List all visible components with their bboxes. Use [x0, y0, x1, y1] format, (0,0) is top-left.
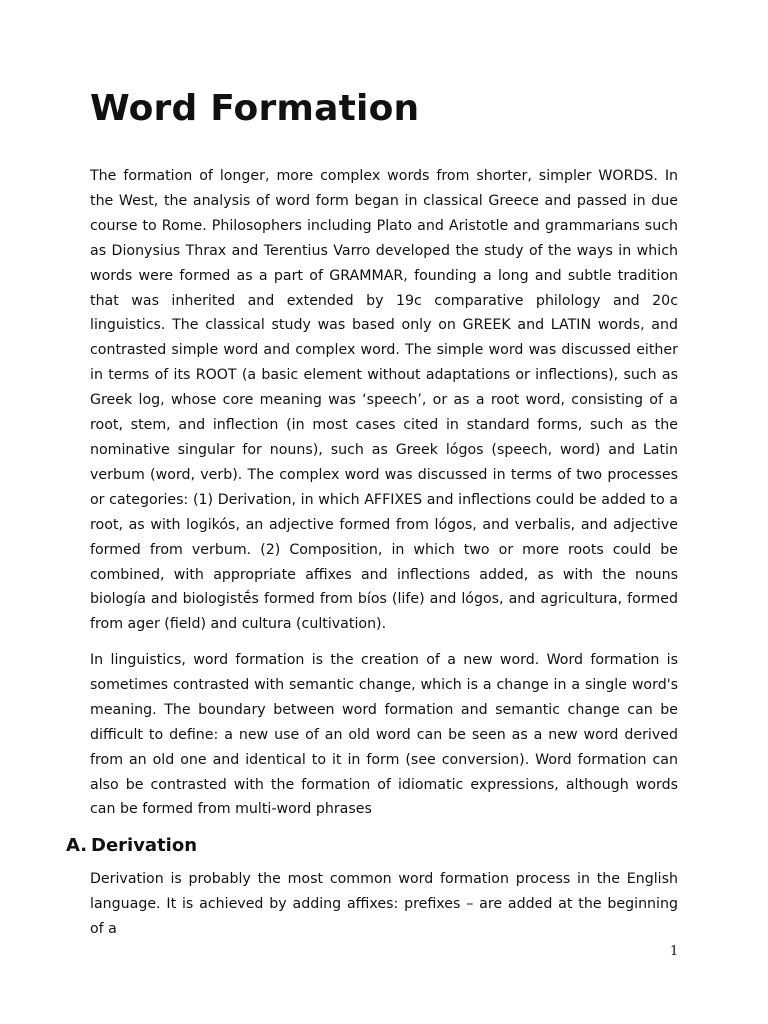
page-title: Word Formation — [90, 88, 420, 129]
page-number: 1 — [670, 944, 679, 959]
intro-paragraph: The formation of longer, more complex words from shorter, simpler WORDS. In the West, the analysis of word form began in classical Greece and passed in due course to Rome. Philosophers including Plato and Aristotle and grammarians such as Dionysius Thrax and Terentius Varro developed the study of the ways in which words were formed as a part of GRAMMAR, founding a long and subtle tradition that was inherited and extended by 19c comparative philology and 20c linguistics. The classical study was based only on GREEK and LATIN words, and contrasted simple word and complex word. The simple word was discussed either in terms of its ROOT (a basic element without adaptations or inflections), such as Greek log, whose core meaning was ‘speech’, or as a root word, consisting of a root, stem, and inflection (in most cases cited in standard forms, such as the nominative singular for nouns), such as Greek lógos (speech, word) and Latin verbum (word, verb). The complex word was discussed in terms of two processes or categories: (1) Derivation, in which AFFIXES and inflections could be added to a root, as with logikós, an adjective formed from lógos, and verbalis, and adjective formed from verbum. (2) Composition, in which two or more roots could be combined, with appropriate affixes and inflections added, as with the nouns biología and biologistḗs formed from bíos (life) and lógos, and agricultura, formed from ager (field) and cultura (cultivation). — [90, 168, 678, 633]
section-heading-text: Derivation — [91, 835, 198, 856]
derivation-paragraph: Derivation is probably the most common word formation process in the English language. It is achieved by adding affixes: prefixes – are added at the beginning of a — [90, 871, 678, 937]
linguistics-paragraph: In linguistics, word formation is the creation of a new word. Word formation is sometimes contrasted with semantic change, which is a change in a single word's meaning. The boundary between word formation and semantic change can be difficult to define: a new use of an old word can be seen as a new word derived from an old one and identical to it in form (see conversion). Word formation can also be contrasted with the formation of idiomatic expressions, although words can be formed from multi-word phrases — [90, 652, 678, 818]
section-heading-derivation — [66, 835, 197, 856]
section-marker: A. — [66, 835, 88, 856]
